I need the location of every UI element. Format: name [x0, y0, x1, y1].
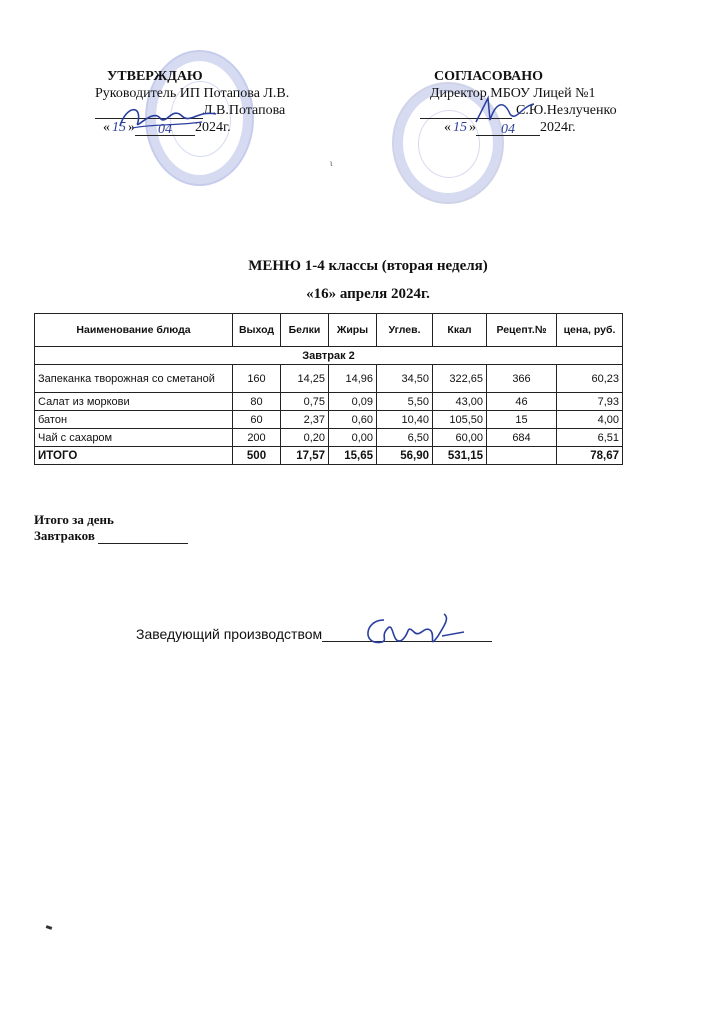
cell-price: 6,51 [557, 429, 623, 447]
cell-fat: 0,00 [329, 429, 377, 447]
cell-output: 80 [233, 393, 281, 411]
total-row [35, 447, 623, 465]
menu-table [34, 313, 623, 465]
date-month: 04 [501, 122, 515, 137]
table-row [35, 411, 623, 429]
approve-heading: УТВЕРЖДАЮ [107, 69, 203, 84]
cell-output: 60 [233, 411, 281, 429]
menu-date: «16» апреля 2024г. [306, 286, 430, 302]
column-header: Наименование блюда [35, 314, 233, 347]
date-open-quote: « [103, 120, 110, 135]
cell-recipe: 684 [487, 429, 557, 447]
date-close-quote: » [469, 120, 476, 135]
total-kcal: 531,15 [433, 447, 487, 465]
breakfasts-line [34, 528, 188, 544]
date-year: 2024г. [540, 120, 576, 135]
column-header: Белки [281, 314, 329, 347]
cell-carbs: 34,50 [377, 365, 433, 393]
column-header: Рецепт.№ [487, 314, 557, 347]
cell-recipe: 46 [487, 393, 557, 411]
approve-role: Директор МБОУ Лицей №1 [430, 86, 596, 101]
page-title: МЕНЮ 1-4 классы (вторая неделя) [248, 258, 488, 274]
cell-protein: 14,25 [281, 365, 329, 393]
total-protein: 17,57 [281, 447, 329, 465]
table-row [35, 393, 623, 411]
section-title: Завтрак 2 [35, 347, 623, 365]
approve-name: Л.В.Потапова [203, 103, 286, 118]
table-header-row [35, 314, 623, 347]
cell-fat: 0,09 [329, 393, 377, 411]
cell-recipe: 366 [487, 365, 557, 393]
approve-name: С.Ю.Незлученко [516, 103, 617, 118]
stray-mark: ι [330, 158, 333, 168]
table-row [35, 365, 623, 393]
cell-price: 7,93 [557, 393, 623, 411]
cell-price: 4,00 [557, 411, 623, 429]
approve-role: Руководитель ИП Потапова Л.В. [95, 86, 290, 101]
total-carbs: 56,90 [377, 447, 433, 465]
date-month: 04 [158, 122, 172, 137]
column-header: цена, руб. [557, 314, 623, 347]
date-year: 2024г. [195, 120, 231, 135]
column-header: Жиры [329, 314, 377, 347]
total-output: 500 [233, 447, 281, 465]
cell-output: 200 [233, 429, 281, 447]
dish-name: Запеканка творожная со сметаной [35, 365, 233, 393]
date-close-quote: » [128, 120, 135, 135]
total-price: 78,67 [557, 447, 623, 465]
approve-heading: СОГЛАСОВАНО [434, 69, 543, 84]
cell-fat: 0,60 [329, 411, 377, 429]
column-header: Углев. [377, 314, 433, 347]
cell-protein: 0,75 [281, 393, 329, 411]
total-fat: 15,65 [329, 447, 377, 465]
cell-recipe: 15 [487, 411, 557, 429]
dish-name: Чай с сахаром [35, 429, 233, 447]
date-day: 15 [112, 120, 126, 135]
cell-kcal: 43,00 [433, 393, 487, 411]
cell-protein: 2,37 [281, 411, 329, 429]
dish-name: Салат из моркови [35, 393, 233, 411]
cell-kcal: 60,00 [433, 429, 487, 447]
date-day: 15 [453, 120, 467, 135]
breakfasts-blank [98, 531, 188, 544]
manager-label: Заведующий производством [136, 626, 323, 642]
signature-left [112, 98, 222, 138]
cell-kcal: 322,65 [433, 365, 487, 393]
breakfasts-label: Завтраков [34, 528, 95, 543]
cell-price: 60,23 [557, 365, 623, 393]
signature-right [470, 92, 540, 128]
stray-mark [46, 925, 53, 930]
cell-protein: 0,20 [281, 429, 329, 447]
column-header: Выход [233, 314, 281, 347]
cell-output: 160 [233, 365, 281, 393]
cell-carbs: 6,50 [377, 429, 433, 447]
signature-manager [358, 606, 468, 656]
cell-carbs: 10,40 [377, 411, 433, 429]
day-total-label: Итого за день [34, 512, 114, 527]
column-header: Ккал [433, 314, 487, 347]
cell-fat: 14,96 [329, 365, 377, 393]
cell-carbs: 5,50 [377, 393, 433, 411]
cell-kcal: 105,50 [433, 411, 487, 429]
dish-name: батон [35, 411, 233, 429]
table-row [35, 429, 623, 447]
date-open-quote: « [444, 120, 451, 135]
total-label: ИТОГО [35, 447, 233, 465]
summary-block [34, 512, 188, 544]
total-recipe [487, 447, 557, 465]
section-row [35, 347, 623, 365]
